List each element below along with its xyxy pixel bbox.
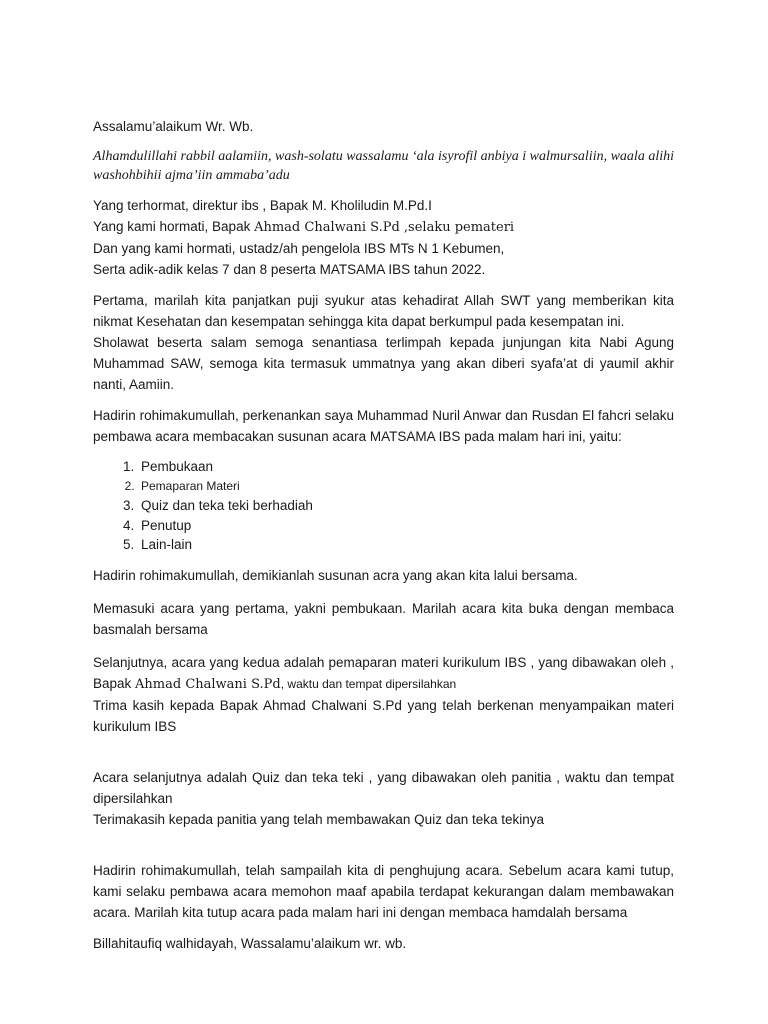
agenda-item: 3. Quiz dan teka teki berhadiah [138, 496, 674, 516]
paragraph-demikian: Hadirin rohimakumullah, demikianlah susunan acra yang akan kita lalui bersama. [93, 567, 578, 583]
agenda-item: 1. Pembukaan [138, 457, 674, 477]
respect-line-1: Yang terhormat, direktur ibs , Bapak M. Kholiludin M.Pd.I [93, 198, 432, 213]
respects-block [93, 195, 674, 280]
paragraph-pertama: Pertama, marilah kita panjatkan puji syukur atas kehadirat Allah SWT yang memberikan kita nikmat Kesehatan dan kesempatan sehingga kita dapat berkumpul pada kesempatan ini. [93, 293, 674, 329]
arabic-opening: Alhamdulillahi rabbil aalamiin, wash-solatu wassalamu ‘ala isyrofil anbiya i walmursaliin, waala alihi washohbihii ajma’iin ammaba’adu [93, 149, 674, 183]
paragraph-pembukaan: Memasuki acara yang pertama, yakni pembukaan. Marilah acara kita buka dengan membaca basmalah bersama [93, 600, 674, 637]
respect-line-3: Dan yang kami hormati, ustadz/ah pengelola IBS MTs N 1 Kebumen, [93, 241, 505, 256]
document-body [93, 116, 674, 954]
materi-suffix: , waktu dan tempat dipersilahkan [280, 676, 457, 691]
respect-line-4: Serta adik-adik kelas 7 dan 8 peserta MATSAMA IBS tahun 2022. [93, 262, 486, 277]
agenda-list [93, 457, 674, 555]
respect-line-2 [93, 216, 674, 238]
paragraph-penutup: Hadirin rohimakumullah, telah sampailah kita di penghujung acara. Sebelum acara kami tutup, kami selaku pembawa acara memohon maaf apabila terdapat kekurangan dalam membawakan acara. Marilah kita tutup acara pada malam hari ini dengan membaca hamdalah bersama [93, 862, 674, 920]
respect-line-2-prefix: Yang kami hormati, Bapak [93, 219, 255, 234]
paragraph-terimakasih-pemateri: Trima kasih kepada Bapak Ahmad Chalwani S.Pd yang telah berkenan menyampaikan materi kurikulum IBS [93, 697, 674, 734]
paragraph-materi [93, 652, 674, 695]
paragraph-terimakasih-panitia: Terimakasih kepada panitia yang telah membawakan Quiz dan teka tekinya [93, 811, 545, 827]
paragraph-quiz: Acara selanjutnya adalah Quiz dan teka teki , yang dibawakan oleh panitia , waktu dan tempat dipersilahkan [93, 769, 674, 806]
agenda-item: 4. Penutup [138, 516, 674, 536]
respect-line-2-name: Ahmad Chalwani S.Pd ,selaku pemateri [254, 220, 515, 235]
closing-line: Billahitaufiq walhidayah, Wassalamu’alaikum wr. wb. [93, 935, 407, 951]
paragraph-intro: Hadirin rohimakumullah, perkenankan saya Muhammad Nuril Anwar dan Rusdan El fahcri selaku pembawa acara membacakan susunan acara MATSAMA IBS pada malam hari ini, yaitu: [93, 408, 674, 444]
materi-speaker-name: Ahmad Chalwani S.Pd [135, 676, 281, 692]
agenda-item: 2. Pemaparan Materi [138, 477, 674, 497]
agenda-item: 5. Lain-lain [138, 535, 674, 555]
greeting: Assalamu’alaikum Wr. Wb. [93, 119, 254, 134]
materi-text: Selanjutnya, acara yang kedua adalah pemaparan materi kurikulum IBS , yang dibawakan oleh , Bapak [93, 654, 674, 691]
paragraph-sholawat: Sholawat beserta salam semoga senantiasa terlimpah kepada junjungan kita Nabi Agung Muhammad SAW, semoga kita termasuk ummatnya yang akan diberi syafa’at di yaumil akhir nanti, Aamiin. [93, 335, 674, 392]
